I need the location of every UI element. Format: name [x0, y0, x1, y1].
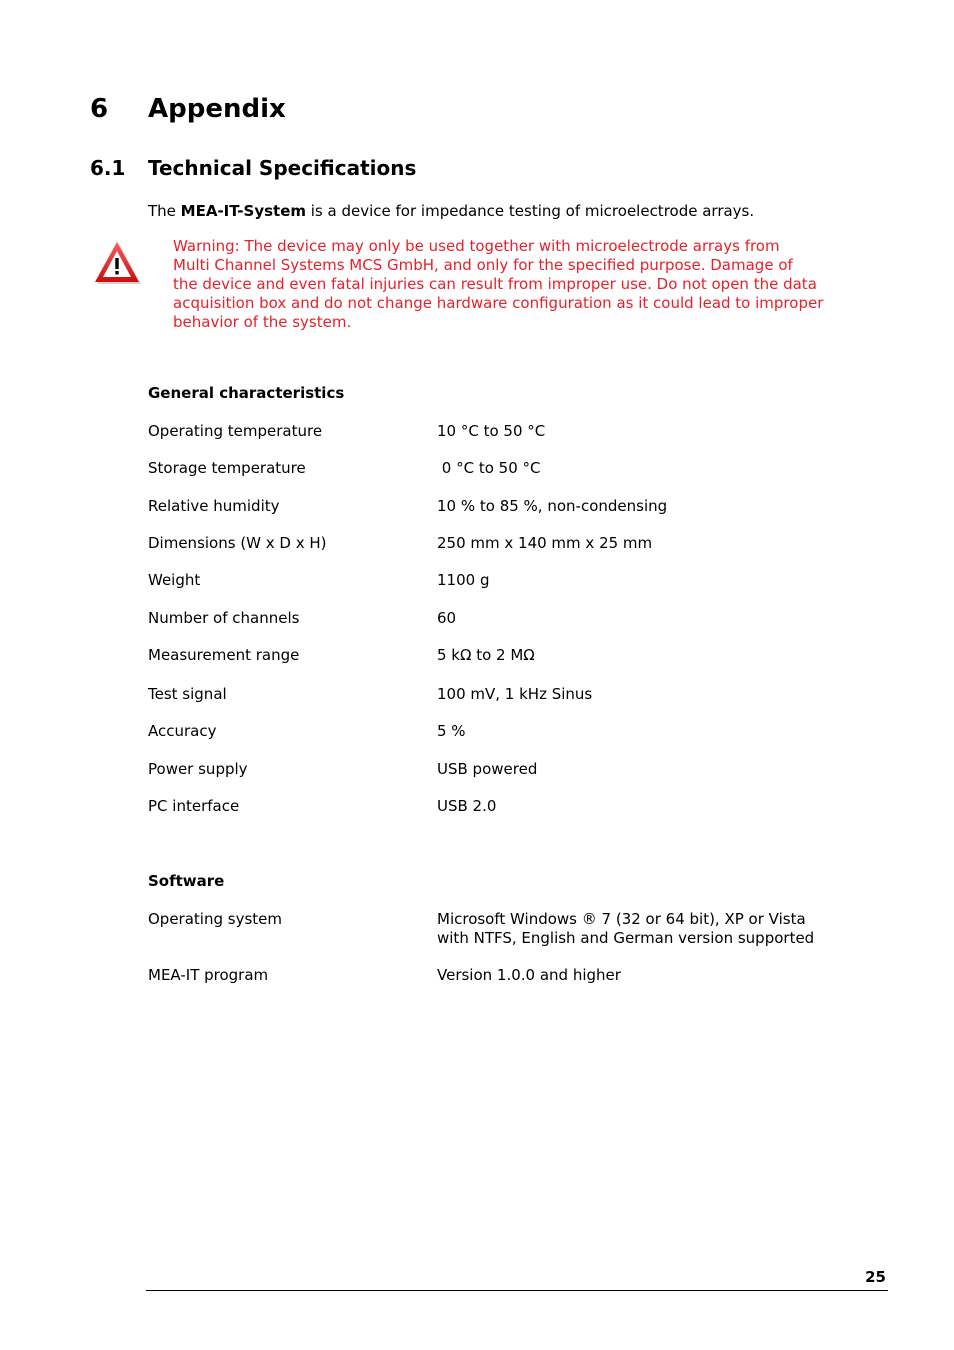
- spec-value: 5 %: [437, 722, 466, 740]
- spec-value: [437, 910, 814, 948]
- chapter-number: 6: [90, 94, 109, 124]
- page-number: 25: [865, 1268, 886, 1286]
- intro-suffix: is a device for impedance testing of microelectrode arrays.: [306, 202, 755, 220]
- spec-label: Weight: [148, 571, 201, 589]
- spec-value: 250 mm x 140 mm x 25 mm: [437, 534, 653, 552]
- spec-label: Test signal: [148, 685, 227, 703]
- section-number: 6.1: [90, 156, 126, 180]
- spec-value: Version 1.0.0 and higher: [437, 966, 621, 984]
- intro-paragraph: [148, 202, 754, 220]
- spec-value: USB powered: [437, 760, 538, 778]
- spec-label: Storage temperature: [148, 459, 306, 477]
- section-title: Technical Specifications: [148, 156, 417, 180]
- spec-label: Dimensions (W x D x H): [148, 534, 327, 552]
- intro-product-name: MEA-IT-System: [180, 202, 306, 220]
- spec-value: 5 kΩ to 2 MΩ: [437, 646, 535, 664]
- footer-rule: [146, 1290, 888, 1291]
- spec-value: 100 mV, 1 kHz Sinus: [437, 685, 593, 703]
- spec-value-line: with NTFS, English and German version supported: [437, 929, 815, 947]
- spec-value: 60: [437, 609, 457, 627]
- spec-value: 10 % to 85 %, non-condensing: [437, 497, 668, 515]
- spec-label: Measurement range: [148, 646, 300, 664]
- spec-label: Accuracy: [148, 722, 217, 740]
- warning-triangle-icon: [93, 240, 143, 286]
- spec-label: Operating temperature: [148, 422, 323, 440]
- spec-value: 0 °C to 50 °C: [437, 459, 541, 477]
- spec-label: Operating system: [148, 910, 282, 928]
- spec-value: USB 2.0: [437, 797, 497, 815]
- spec-label: MEA-IT program: [148, 966, 269, 984]
- spec-value-line: Microsoft Windows ® 7 (32 or 64 bit), XP or Vista: [437, 910, 806, 928]
- spec-label: Power supply: [148, 760, 248, 778]
- warning-line: Warning: The device may only be used together with microelectrode arrays from: [173, 237, 780, 255]
- software-heading: Software: [148, 872, 225, 890]
- warning-line: the device and even fatal injuries can result from improper use. Do not open the data: [173, 275, 817, 293]
- warning-text: [173, 237, 838, 332]
- general-characteristics-heading: General characteristics: [148, 384, 345, 402]
- spec-label: PC interface: [148, 797, 240, 815]
- warning-line: behavior of the system.: [173, 313, 352, 331]
- spec-value: 10 °C to 50 °C: [437, 422, 546, 440]
- spec-value: 1100 g: [437, 571, 490, 589]
- chapter-title: Appendix: [148, 94, 286, 124]
- warning-line: Multi Channel Systems MCS GmbH, and only for the specified purpose. Damage of: [173, 256, 793, 274]
- spec-label: Relative humidity: [148, 497, 280, 515]
- spec-label: Number of channels: [148, 609, 300, 627]
- intro-prefix: The: [148, 202, 181, 220]
- warning-line: acquisition box and do not change hardware configuration as it could lead to improper: [173, 294, 824, 312]
